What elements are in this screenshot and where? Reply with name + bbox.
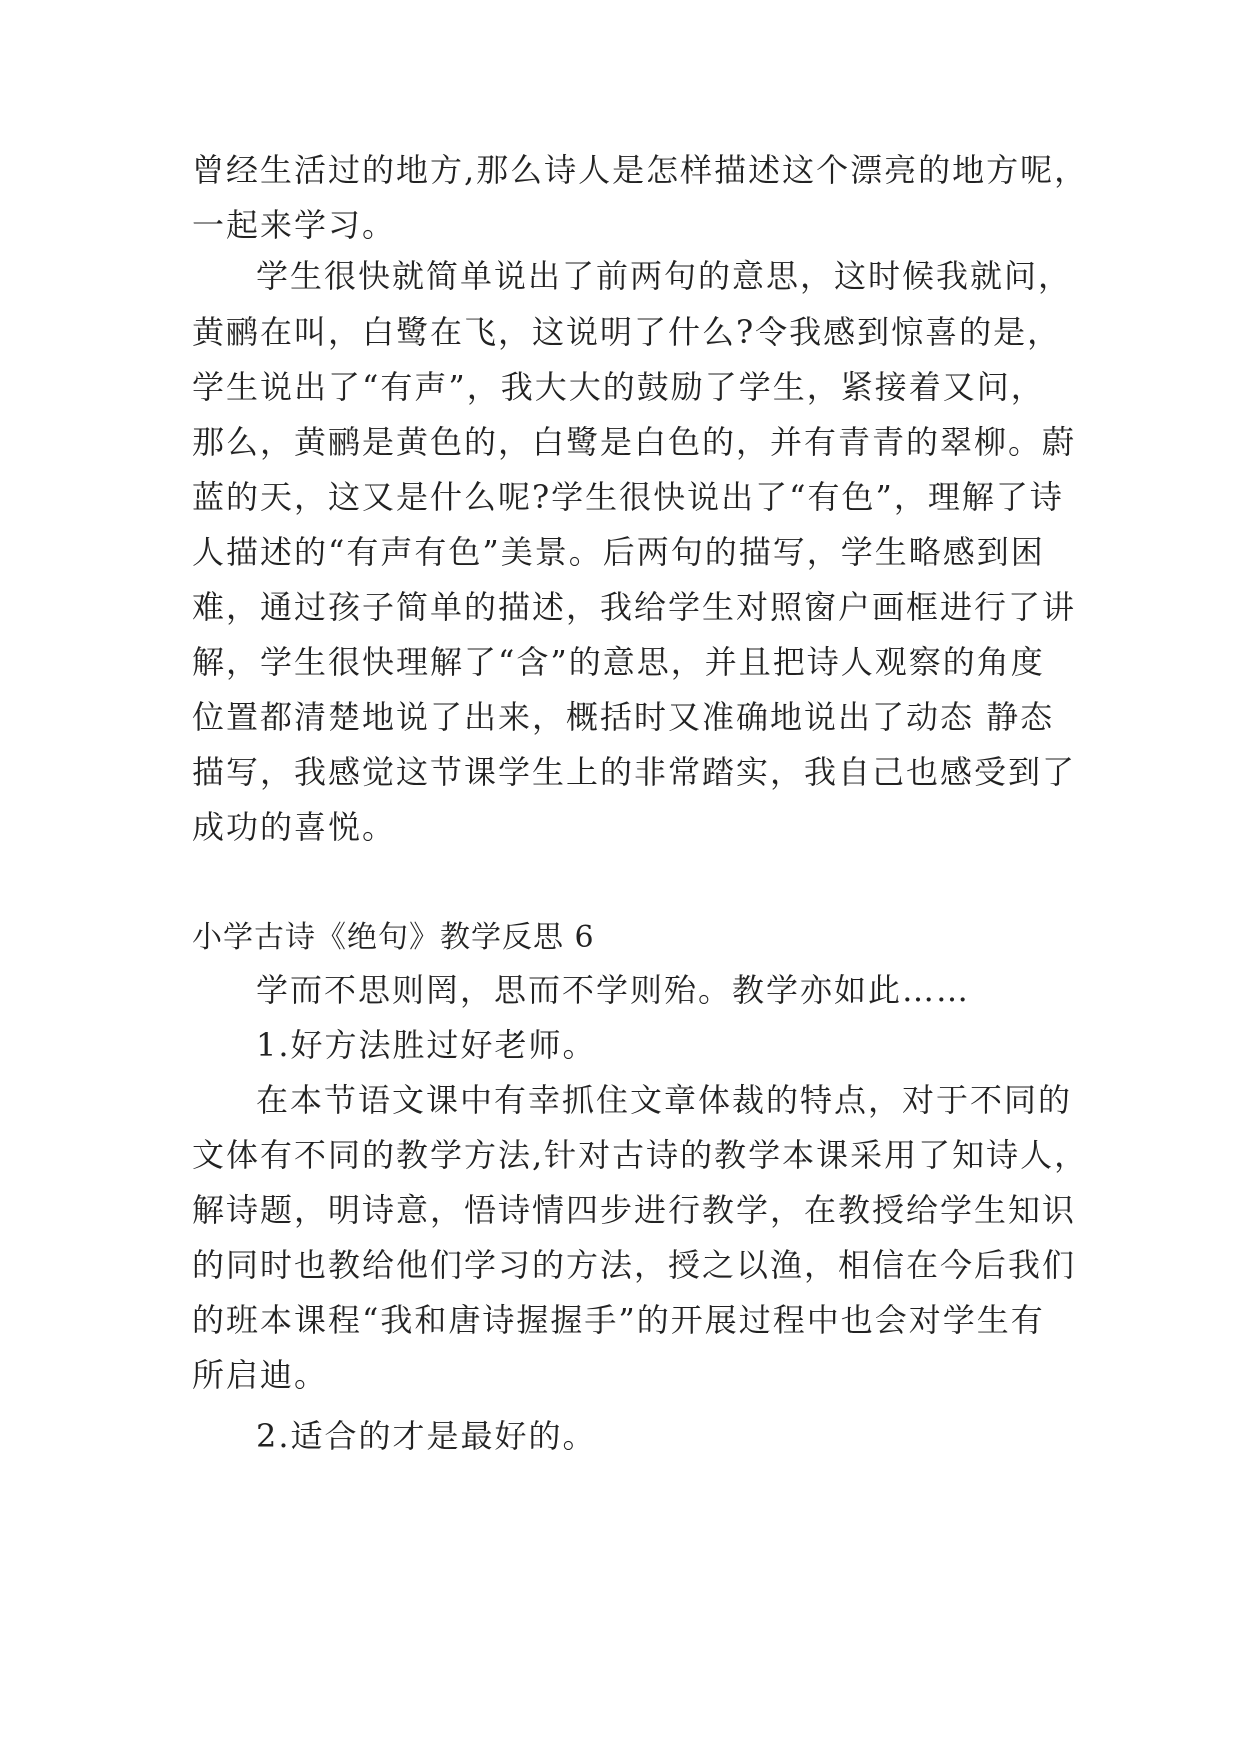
- text-line: 学生说出了“有声”，我大大的鼓励了学生，紧接着又问，: [192, 368, 1045, 406]
- text-line: 成功的喜悦。: [192, 808, 397, 846]
- text-line: 位置都清楚地说了出来，概括时又准确地说出了动态 静态: [192, 698, 1055, 736]
- text-line: 学生很快就简单说出了前两句的意思，这时候我就问，: [256, 257, 1073, 295]
- point-heading: 2.适合的才是最好的。: [256, 1417, 597, 1455]
- text-line: 解，学生很快理解了“含”的意思，并且把诗人观察的角度: [192, 643, 1045, 681]
- text-line: 一起来学习。: [192, 206, 397, 244]
- point-heading: 1.好方法胜过好老师。: [256, 1026, 597, 1064]
- text-line: 所启迪。: [192, 1356, 329, 1394]
- text-line: 在本节语文课中有幸抓住文章体裁的特点，对于不同的: [256, 1081, 1073, 1119]
- text-line: 描写，我感觉这节课学生上的非常踏实，我自己也感受到了: [192, 753, 1077, 791]
- text-line: 那么，黄鹂是黄色的，白鹭是白色的，并有青青的翠柳。蔚: [192, 423, 1077, 461]
- text-line: 文体有不同的教学方法,针对古诗的教学本课采用了知诗人，: [192, 1136, 1089, 1174]
- text-line: 的同时也教给他们学习的方法，授之以渔，相信在今后我们: [192, 1246, 1077, 1284]
- text-line: 黄鹂在叫，白鹭在飞，这说明了什么?令我感到惊喜的是，: [192, 313, 1062, 351]
- text-line: 人描述的“有声有色”美景。后两句的描写，学生略感到困: [192, 533, 1045, 571]
- section-title: 小学古诗《绝句》教学反思 6: [192, 920, 595, 955]
- text-line: 解诗题，明诗意，悟诗情四步进行教学，在教授给学生知识: [192, 1191, 1077, 1229]
- text-line: 难，通过孩子简单的描述，我给学生对照窗户画框进行了讲: [192, 588, 1077, 626]
- text-line: 的班本课程“我和唐诗握握手”的开展过程中也会对学生有: [192, 1301, 1045, 1339]
- text-line: 曾经生活过的地方,那么诗人是怎样描述这个漂亮的地方呢，: [192, 151, 1089, 189]
- text-line: 蓝的天，这又是什么呢?学生很快说出了“有色”，理解了诗: [192, 478, 1064, 516]
- text-line: 学而不思则罔，思而不学则殆。教学亦如此……: [256, 971, 971, 1009]
